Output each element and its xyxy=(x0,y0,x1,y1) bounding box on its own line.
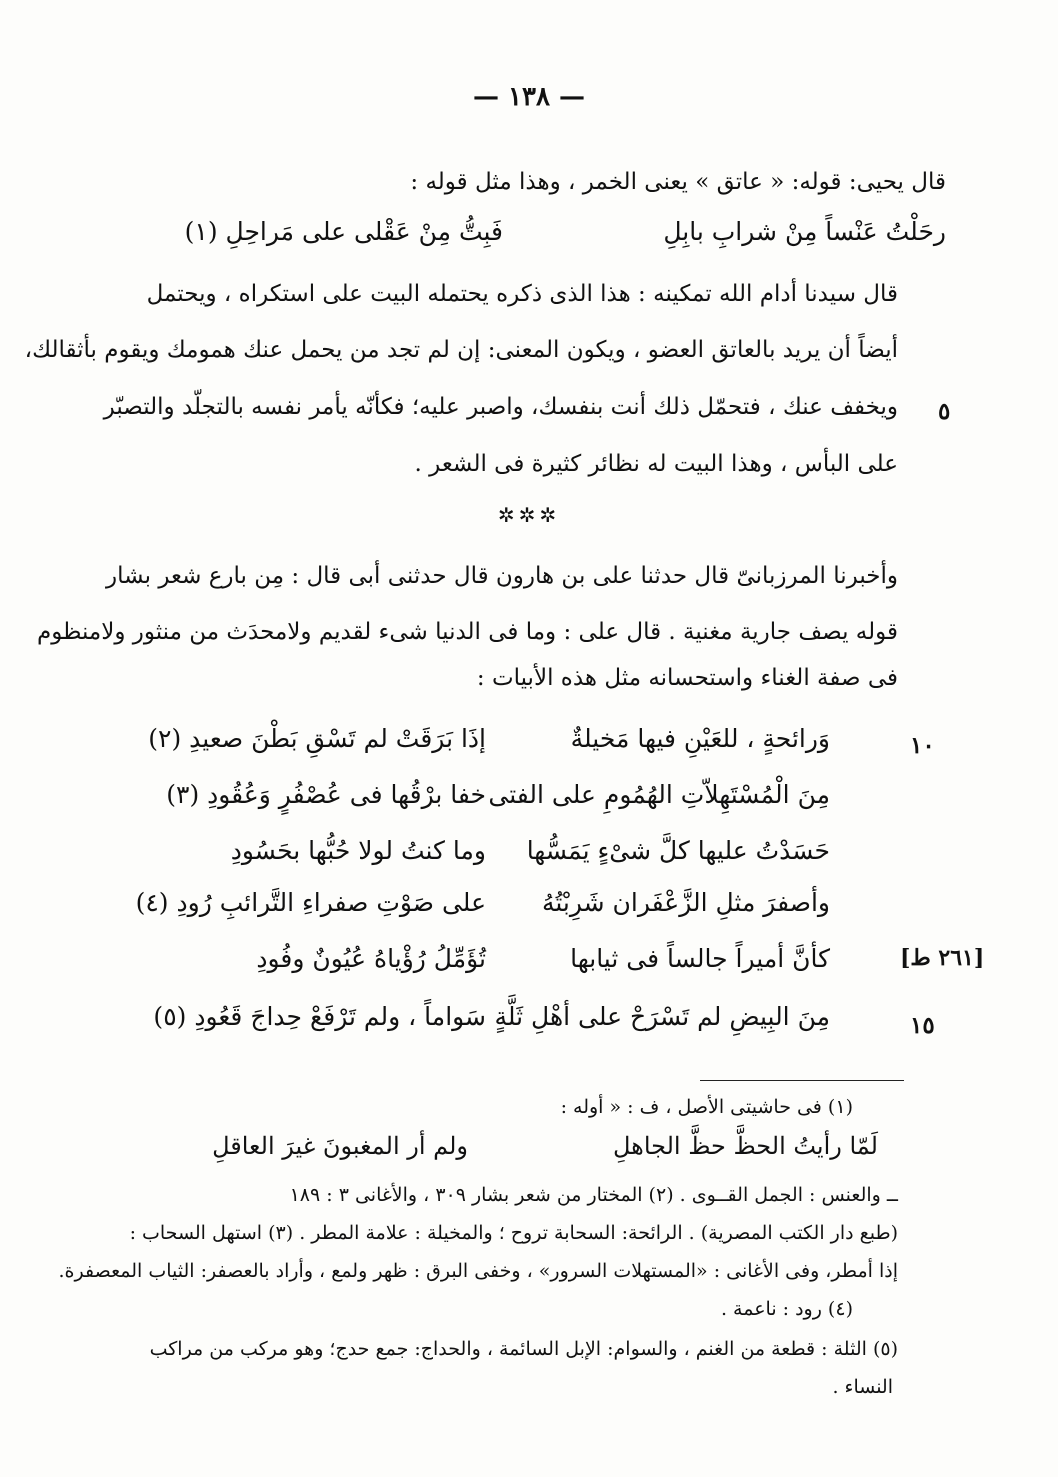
section-separator: ✲✲✲ xyxy=(497,503,561,527)
footnote-verse-first: لَمّا رأيتُ الحظَّ حظَّ الجاهلِ xyxy=(612,1132,878,1160)
footnote-verse-second: ولم أر المغبونَ غيرَ العاقلِ xyxy=(212,1132,468,1160)
line-number-15: ١٥ xyxy=(910,1012,935,1039)
poem-hemistich-first: وَرائحةٍ ، للعَيْنِ فيها مَخيلةٌ xyxy=(570,724,830,753)
quoted-verse-first: رحَلْتُ عَنْساً مِنْ شرابِ بابِلِ xyxy=(663,217,946,246)
intro-line: قال يحيى: قوله: « عاتق » يعنى الخمر ، وهذا مثل قوله : xyxy=(410,169,946,195)
footnote-line: (٥) الثلة : قطعة من الغنم ، والسوام: الإبل السائمة ، والحداج: جمع حدج؛ وهو مركب من مراكب xyxy=(149,1338,898,1360)
poem-hemistich-second: إذَا بَرَقَتْ لم تَسْقِ بَطْنَ صعيدِ (٢) xyxy=(148,724,486,753)
commentary-line: ويخفف عنك ، فتحمّل ذلك أنت بنفسك، واصبر عليه؛ فكأنّه يأمر نفسه بالتجلّد والتصبّر xyxy=(103,394,898,420)
narration-line: فى صفة الغناء واستحسانه مثل هذه الأبيات : xyxy=(476,665,898,691)
footnote-line: ــ والعنس : الجمل القــوى . (٢) المختار من شعر بشار ٣٠٩ ، والأغانى ٣ : ١٨٩ xyxy=(289,1184,898,1206)
poem-hemistich-first: مِنَ الْمُسْتَهِلاّتِ الهُمُومِ على الفتى xyxy=(488,780,830,809)
footnote-1-intro: (١) فى حاشيتى الأصل ، ف : « أوله : xyxy=(560,1096,853,1118)
footnote-line: النساء . xyxy=(832,1376,893,1398)
poem-hemistich-second: على صَوْتِ صفراءِ التَّرائبِ رُودِ (٤) xyxy=(135,888,486,917)
poem-hemistich-second: خفا برْقُها فى عُصْفُرٍ وَعُقُودِ (٣) xyxy=(166,780,486,809)
narration-line: وأخبرنا المرزبانىّ قال حدثنا على بن هارون قال حدثنى أبى قال : مِن بارع شعر بشار xyxy=(105,563,898,589)
page-number: — ١٣٨ — xyxy=(472,82,586,112)
margin-page-reference: [٢٦١ ط] xyxy=(900,945,985,971)
line-number-10: ١٠ xyxy=(910,732,935,759)
footnote-4: (٤) رود : ناعمة . xyxy=(720,1298,853,1320)
poem-hemistich-first: وأصفرَ مثلِ الزَّعْفَران شَرِبْتُهُ xyxy=(541,888,830,917)
poem-hemistich-first: حَسَدْتُ عليها كلَّ شىْءٍ يَمَسُّها xyxy=(526,836,830,865)
footnote-rule xyxy=(700,1080,904,1081)
line-marker-5: ٥ xyxy=(938,398,951,425)
footnote-line: (طبع دار الكتب المصرية) . الرائحة: السحابة تروح ؛ والمخيلة : علامة المطر . (٣) استهل السحاب : xyxy=(129,1222,898,1244)
footnote-line: إذا أمطر، وفى الأغانى : «المستهلات السرور» ، وخفى البرق : ظهر ولمع ، وأراد بالعصفر: الثياب المعصفرة. xyxy=(58,1260,898,1282)
poem-hemistich-second: سَواماً ، ولم تَرْفَعْ حِداجَ قَعُودِ (٥) xyxy=(153,1002,486,1031)
poem-hemistich-second: وما كنتُ لولا حُبُّها بحَسُودِ xyxy=(230,836,486,865)
commentary-line: على البأس ، وهذا البيت له نظائر كثيرة فى الشعر . xyxy=(414,451,898,477)
quoted-verse-second: فَبِتُّ مِنْ عَقْلى على مَراحِلِ (١) xyxy=(184,217,503,246)
poem-hemistich-first: كأنَّ أميراً جالساً فى ثيابها xyxy=(570,944,830,973)
commentary-line: أيضاً أن يريد بالعاتق العضو ، ويكون المعنى: إن لم تجد من يحمل عنك همومك ويقوم بأثقالك، xyxy=(24,337,898,363)
poem-hemistich-second: تُؤَمِّلُ رُؤْياهُ عُيُونٌ وفُودِ xyxy=(256,944,486,973)
poem-hemistich-first: مِنَ البِيضِ لم تَسْرَحْ على أهْلِ ثَلَّةٍ xyxy=(494,1002,830,1031)
commentary-line: قال سيدنا أدام الله تمكينه : هذا الذى ذكره يحتمله البيت على استكراه ، ويحتمل xyxy=(146,281,898,307)
narration-line: قوله يصف جارية مغنية . قال على : وما فى الدنيا شىء لقديم ولامحدَث من منثور ولامنظوم xyxy=(36,619,898,645)
